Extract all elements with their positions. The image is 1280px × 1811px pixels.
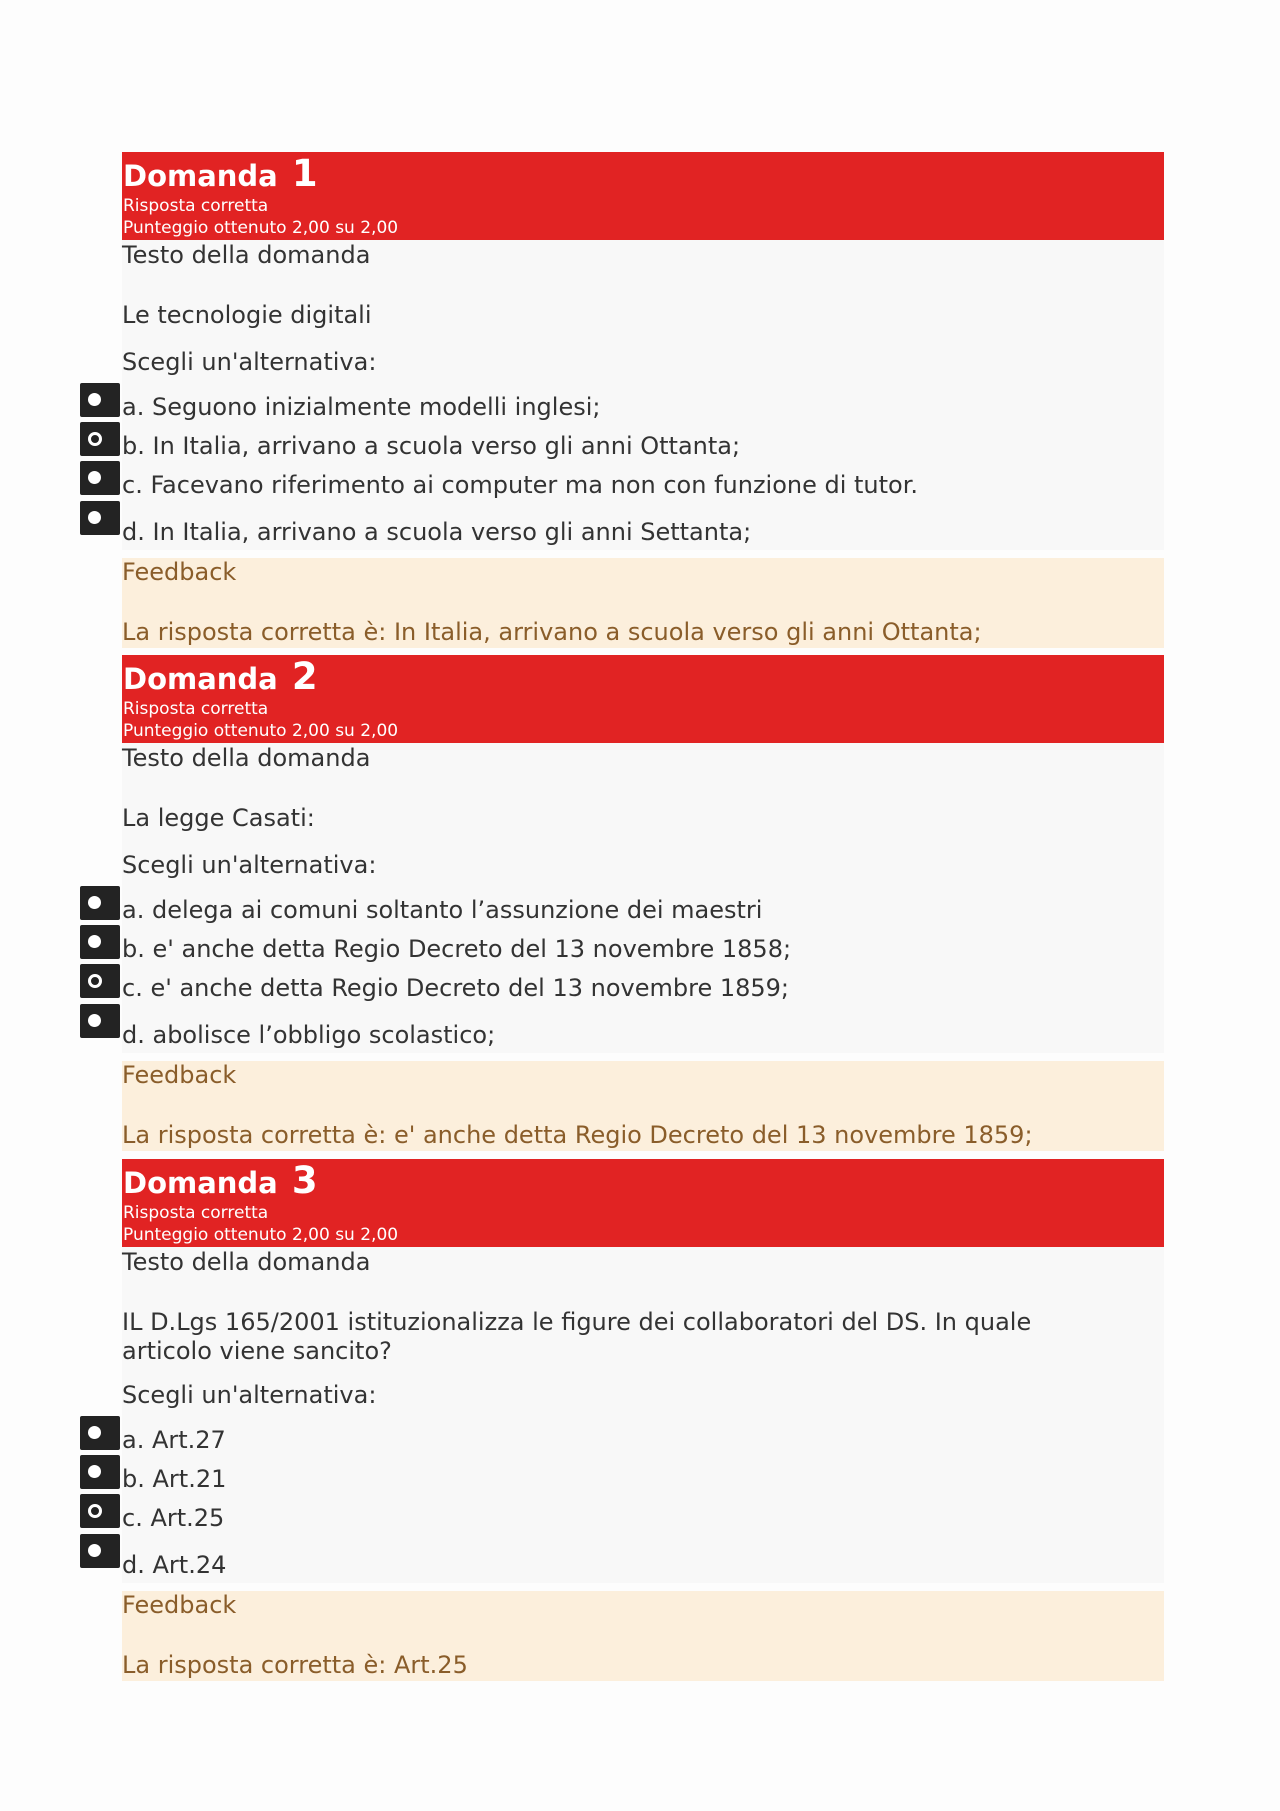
question-content <box>122 743 1164 1053</box>
radio-button[interactable] <box>80 501 120 535</box>
radio-button[interactable] <box>80 461 120 495</box>
question-grade: Punteggio ottenuto 2,00 su 2,00 <box>123 1225 399 1245</box>
question-text-label: Testo della domanda <box>122 744 371 772</box>
choose-label: Scegli un'alternativa: <box>122 348 377 376</box>
radio-button[interactable] <box>80 383 120 417</box>
radio-button[interactable] <box>80 1455 120 1489</box>
question-text-label: Testo della domanda <box>122 1248 371 1276</box>
question-text-label: Testo della domanda <box>122 241 371 269</box>
feedback-title: Feedback <box>122 558 237 586</box>
question-number: 2 <box>291 655 318 698</box>
question-block <box>122 655 1164 1151</box>
answer-label: b. In Italia, arrivano a scuola verso gli anni Ottanta; <box>122 432 741 460</box>
question-header <box>122 655 1164 743</box>
question-grade: Punteggio ottenuto 2,00 su 2,00 <box>123 721 399 741</box>
feedback-panel <box>122 1591 1164 1681</box>
question-number: 1 <box>291 152 318 195</box>
choose-label: Scegli un'alternativa: <box>122 851 377 879</box>
question-title: Domanda 1 <box>123 152 318 195</box>
radio-button[interactable] <box>80 1534 120 1568</box>
question-text: IL D.Lgs 165/2001 istituzionalizza le figure dei collaboratori del DS. In quale articolo viene sancito? <box>122 1308 1032 1365</box>
question-header <box>122 1159 1164 1247</box>
feedback-panel <box>122 558 1164 648</box>
question-text: La legge Casati: <box>122 804 315 832</box>
question-state: Risposta corretta <box>123 699 269 719</box>
question-grade: Punteggio ottenuto 2,00 su 2,00 <box>123 218 399 238</box>
feedback-title: Feedback <box>122 1061 237 1089</box>
question-state: Risposta corretta <box>123 196 269 216</box>
answer-label: a. Art.27 <box>122 1426 226 1454</box>
answer-label: d. In Italia, arrivano a scuola verso gli anni Settanta; <box>122 518 752 546</box>
answer-label: b. Art.21 <box>122 1465 227 1493</box>
question-block <box>122 152 1164 648</box>
question-number: 3 <box>291 1159 318 1202</box>
answer-label: c. Art.25 <box>122 1504 225 1532</box>
question-title: Domanda 3 <box>123 1159 318 1202</box>
radio-button[interactable] <box>80 925 120 959</box>
answer-label: a. Seguono inizialmente modelli inglesi; <box>122 393 601 421</box>
answer-label: d. abolisce l’obbligo scolastico; <box>122 1021 496 1049</box>
feedback-panel <box>122 1061 1164 1151</box>
answer-label: d. Art.24 <box>122 1551 227 1579</box>
answer-label: c. Facevano riferimento ai computer ma non con funzione di tutor. <box>122 471 919 499</box>
radio-button[interactable] <box>80 886 120 920</box>
question-text: Le tecnologie digitali <box>122 301 372 329</box>
question-content <box>122 240 1164 550</box>
radio-button-selected[interactable] <box>80 1494 120 1528</box>
choose-label: Scegli un'alternativa: <box>122 1381 377 1409</box>
radio-button[interactable] <box>80 1416 120 1450</box>
answer-label: c. e' anche detta Regio Decreto del 13 novembre 1859; <box>122 974 790 1002</box>
answer-label: a. delega ai comuni soltanto l’assunzione dei maestri <box>122 896 763 924</box>
feedback-correct-answer: La risposta corretta è: In Italia, arrivano a scuola verso gli anni Ottanta; <box>122 618 982 646</box>
question-header <box>122 152 1164 240</box>
feedback-correct-answer: La risposta corretta è: Art.25 <box>122 1651 468 1679</box>
feedback-title: Feedback <box>122 1591 237 1619</box>
radio-button-selected[interactable] <box>80 964 120 998</box>
answer-label: b. e' anche detta Regio Decreto del 13 novembre 1858; <box>122 935 792 963</box>
question-title: Domanda 2 <box>123 655 318 698</box>
question-state: Risposta corretta <box>123 1203 269 1223</box>
question-block <box>122 1159 1164 1681</box>
question-content <box>122 1247 1164 1583</box>
radio-button[interactable] <box>80 1004 120 1038</box>
feedback-correct-answer: La risposta corretta è: e' anche detta Regio Decreto del 13 novembre 1859; <box>122 1121 1033 1149</box>
radio-button-selected[interactable] <box>80 422 120 456</box>
